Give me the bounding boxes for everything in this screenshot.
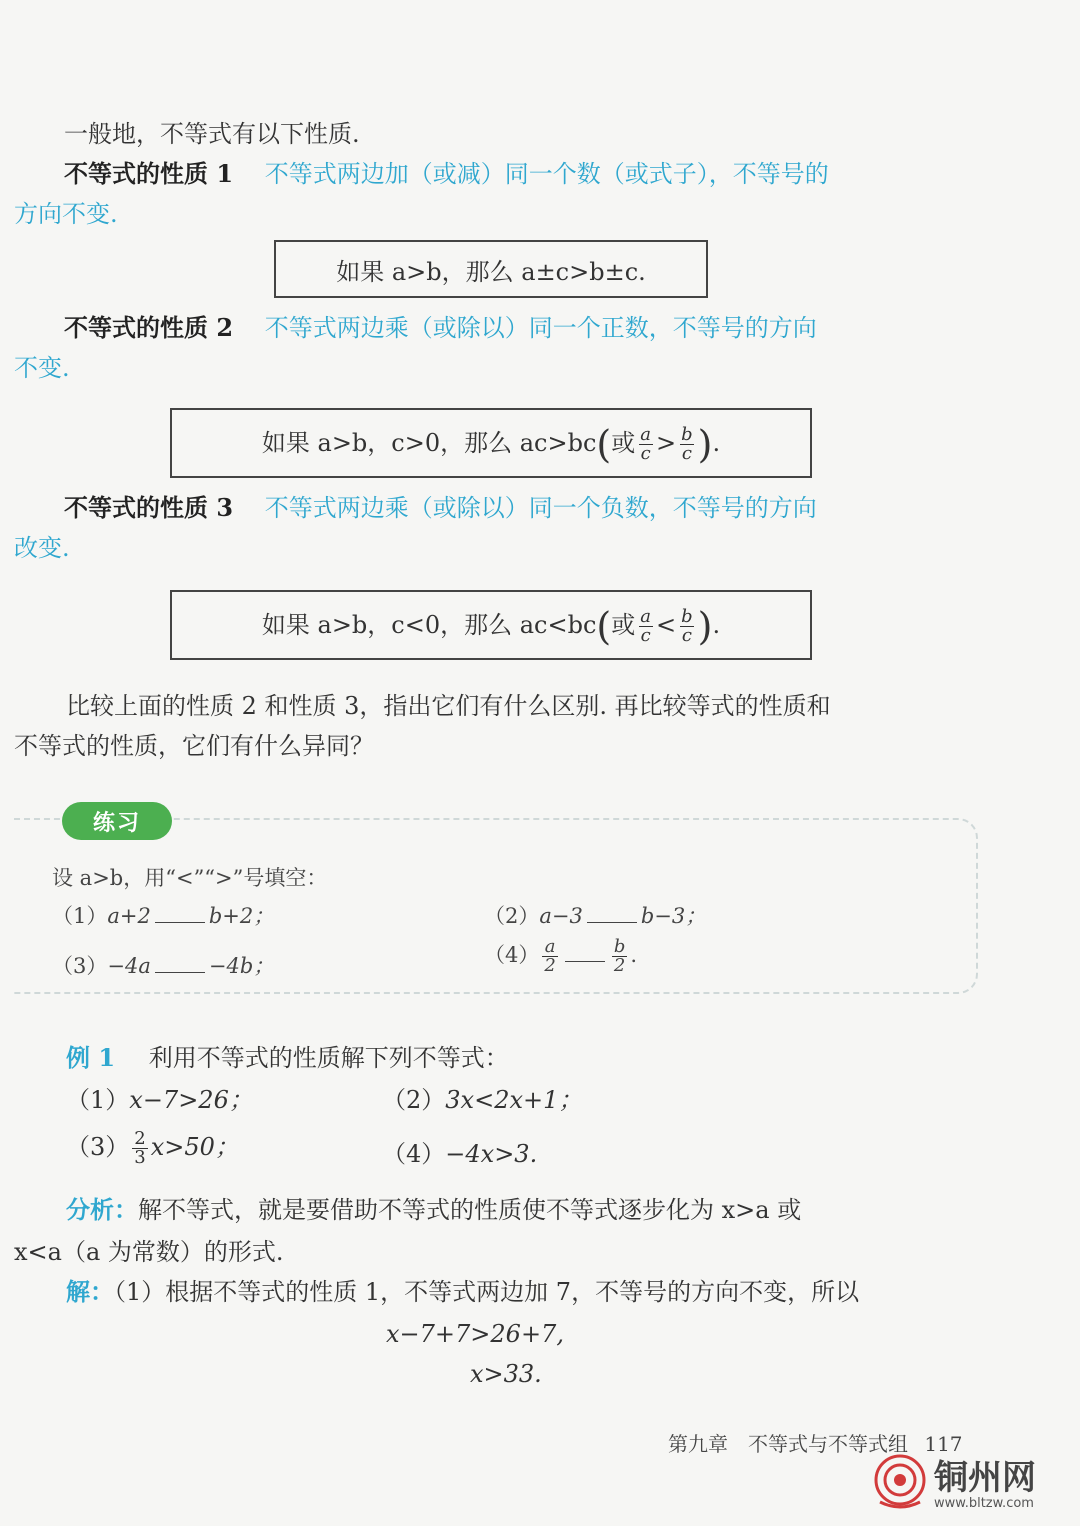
prop2-formula-pre: 如果 a>b，c>0，那么 ac>bc <box>261 428 597 457</box>
exercise-item-2: （2）a−3 b−3； <box>484 904 707 928</box>
analysis-line2: x<a（a 为常数）的形式. <box>14 1238 284 1266</box>
example-item-4: （4）−4x>3. <box>382 1140 538 1168</box>
exercise-item-3: （3）−4a −4b； <box>52 954 275 978</box>
prop3-formula-box <box>170 590 812 660</box>
prop1-cont: 方向不变. <box>14 200 118 228</box>
paren-open: ( <box>596 422 612 467</box>
prop1-title: 不等式的性质 1 <box>64 159 234 188</box>
solution-eq1: x−7+7>26+7, <box>386 1320 564 1348</box>
example-line <box>66 1042 509 1074</box>
prop2-rel: > <box>655 428 677 457</box>
solution-eq2: x>33. <box>470 1360 542 1388</box>
page-number: 117 <box>924 1432 963 1456</box>
site-logo <box>870 1450 1070 1520</box>
prop3-frac-a: $\frac{a}{c}$ <box>640 605 651 646</box>
question-line1: 比较上面的性质 2 和性质 3，指出它们有什么区别. 再比较等式的性质和 <box>66 692 831 720</box>
example-title: 利用不等式的性质解下列不等式： <box>148 1044 509 1072</box>
frac-a-2: $\frac{a}{2}$ <box>544 936 556 976</box>
prop2-frac-a: $\frac{a}{c}$ <box>640 423 651 464</box>
intro-text: 一般地，不等式有以下性质. <box>64 120 360 148</box>
prop3-text: 不等式两边乘（或除以）同一个负数，不等号的方向 <box>264 494 817 522</box>
prop1-formula-box <box>274 240 708 298</box>
chapter-title: 第九章 不等式与不等式组 <box>668 1432 908 1456</box>
example-item-2: （2）3x<2x+1； <box>382 1086 583 1114</box>
prop2-text: 不等式两边乘（或除以）同一个正数，不等号的方向 <box>264 314 817 342</box>
paren-open: ( <box>596 604 612 649</box>
analysis-line1 <box>66 1194 801 1226</box>
prop2-title: 不等式的性质 2 <box>64 313 234 342</box>
prop2-tail: . <box>712 428 721 457</box>
prop2-formula <box>261 422 721 467</box>
prop3-formula-pre: 如果 a>b，c<0，那么 ac<bc <box>261 610 597 639</box>
analysis-text1: 解不等式，就是要借助不等式的性质使不等式逐步化为 x>a 或 <box>138 1196 802 1224</box>
prop3-tail: . <box>712 610 721 639</box>
logo-name: 铜州网 <box>934 1458 1036 1498</box>
solution-line1 <box>66 1276 859 1308</box>
answer-blank[interactable] <box>565 943 605 962</box>
prop1-line <box>64 158 829 190</box>
question-line2: 不等式的性质，它们有什么异同？ <box>14 732 374 760</box>
exercise-prompt: 设 a>b，用“<”“>”号填空： <box>52 866 328 890</box>
solution-text1: （1）根据不等式的性质 1，不等式两边加 7，不等号的方向不变，所以 <box>114 1278 860 1306</box>
prop2-frac-b: $\frac{b}{c}$ <box>681 423 693 464</box>
prop2-line <box>64 312 817 344</box>
prop3-title: 不等式的性质 3 <box>64 493 234 522</box>
logo-url: www.bltzw.com <box>934 1496 1034 1511</box>
prop1-formula: 如果 a>b，那么 a±c>b±c. <box>336 257 646 286</box>
prop1-text: 不等式两边加（或减）同一个数（或式子），不等号的 <box>264 160 829 188</box>
answer-blank[interactable] <box>155 954 205 973</box>
prop2-or: 或 <box>611 428 636 457</box>
paren-close: ) <box>697 604 713 649</box>
prop3-or: 或 <box>611 610 636 639</box>
solution-label: 解： <box>66 1277 114 1306</box>
exercise-item-1: （1）a+2 b+2； <box>52 904 275 928</box>
frac-b-2: $\frac{b}{2}$ <box>613 936 626 976</box>
paren-close: ) <box>697 422 713 467</box>
exercise-badge: 练习 <box>62 802 172 840</box>
example-item-1: （1）x−7>26； <box>66 1086 253 1114</box>
frac-2-3: $\frac{2}{3}$ <box>134 1128 146 1168</box>
example-item-3: （3） $\frac{2}{3}$ x>50； <box>66 1128 239 1168</box>
prop3-cont: 改变. <box>14 534 70 562</box>
example-label: 例 1 <box>66 1043 116 1072</box>
prop3-rel: < <box>655 610 677 639</box>
exercise-item-4: （4） $\frac{a}{2}$ $\frac{b}{2}$ . <box>484 936 638 976</box>
prop3-formula <box>261 604 721 649</box>
prop3-line <box>64 492 817 524</box>
prop2-cont: 不变. <box>14 354 70 382</box>
prop3-frac-b: $\frac{b}{c}$ <box>681 605 693 646</box>
analysis-label: 分析： <box>66 1195 138 1224</box>
prop2-formula-box <box>170 408 812 478</box>
answer-blank[interactable] <box>155 904 205 923</box>
answer-blank[interactable] <box>587 904 637 923</box>
